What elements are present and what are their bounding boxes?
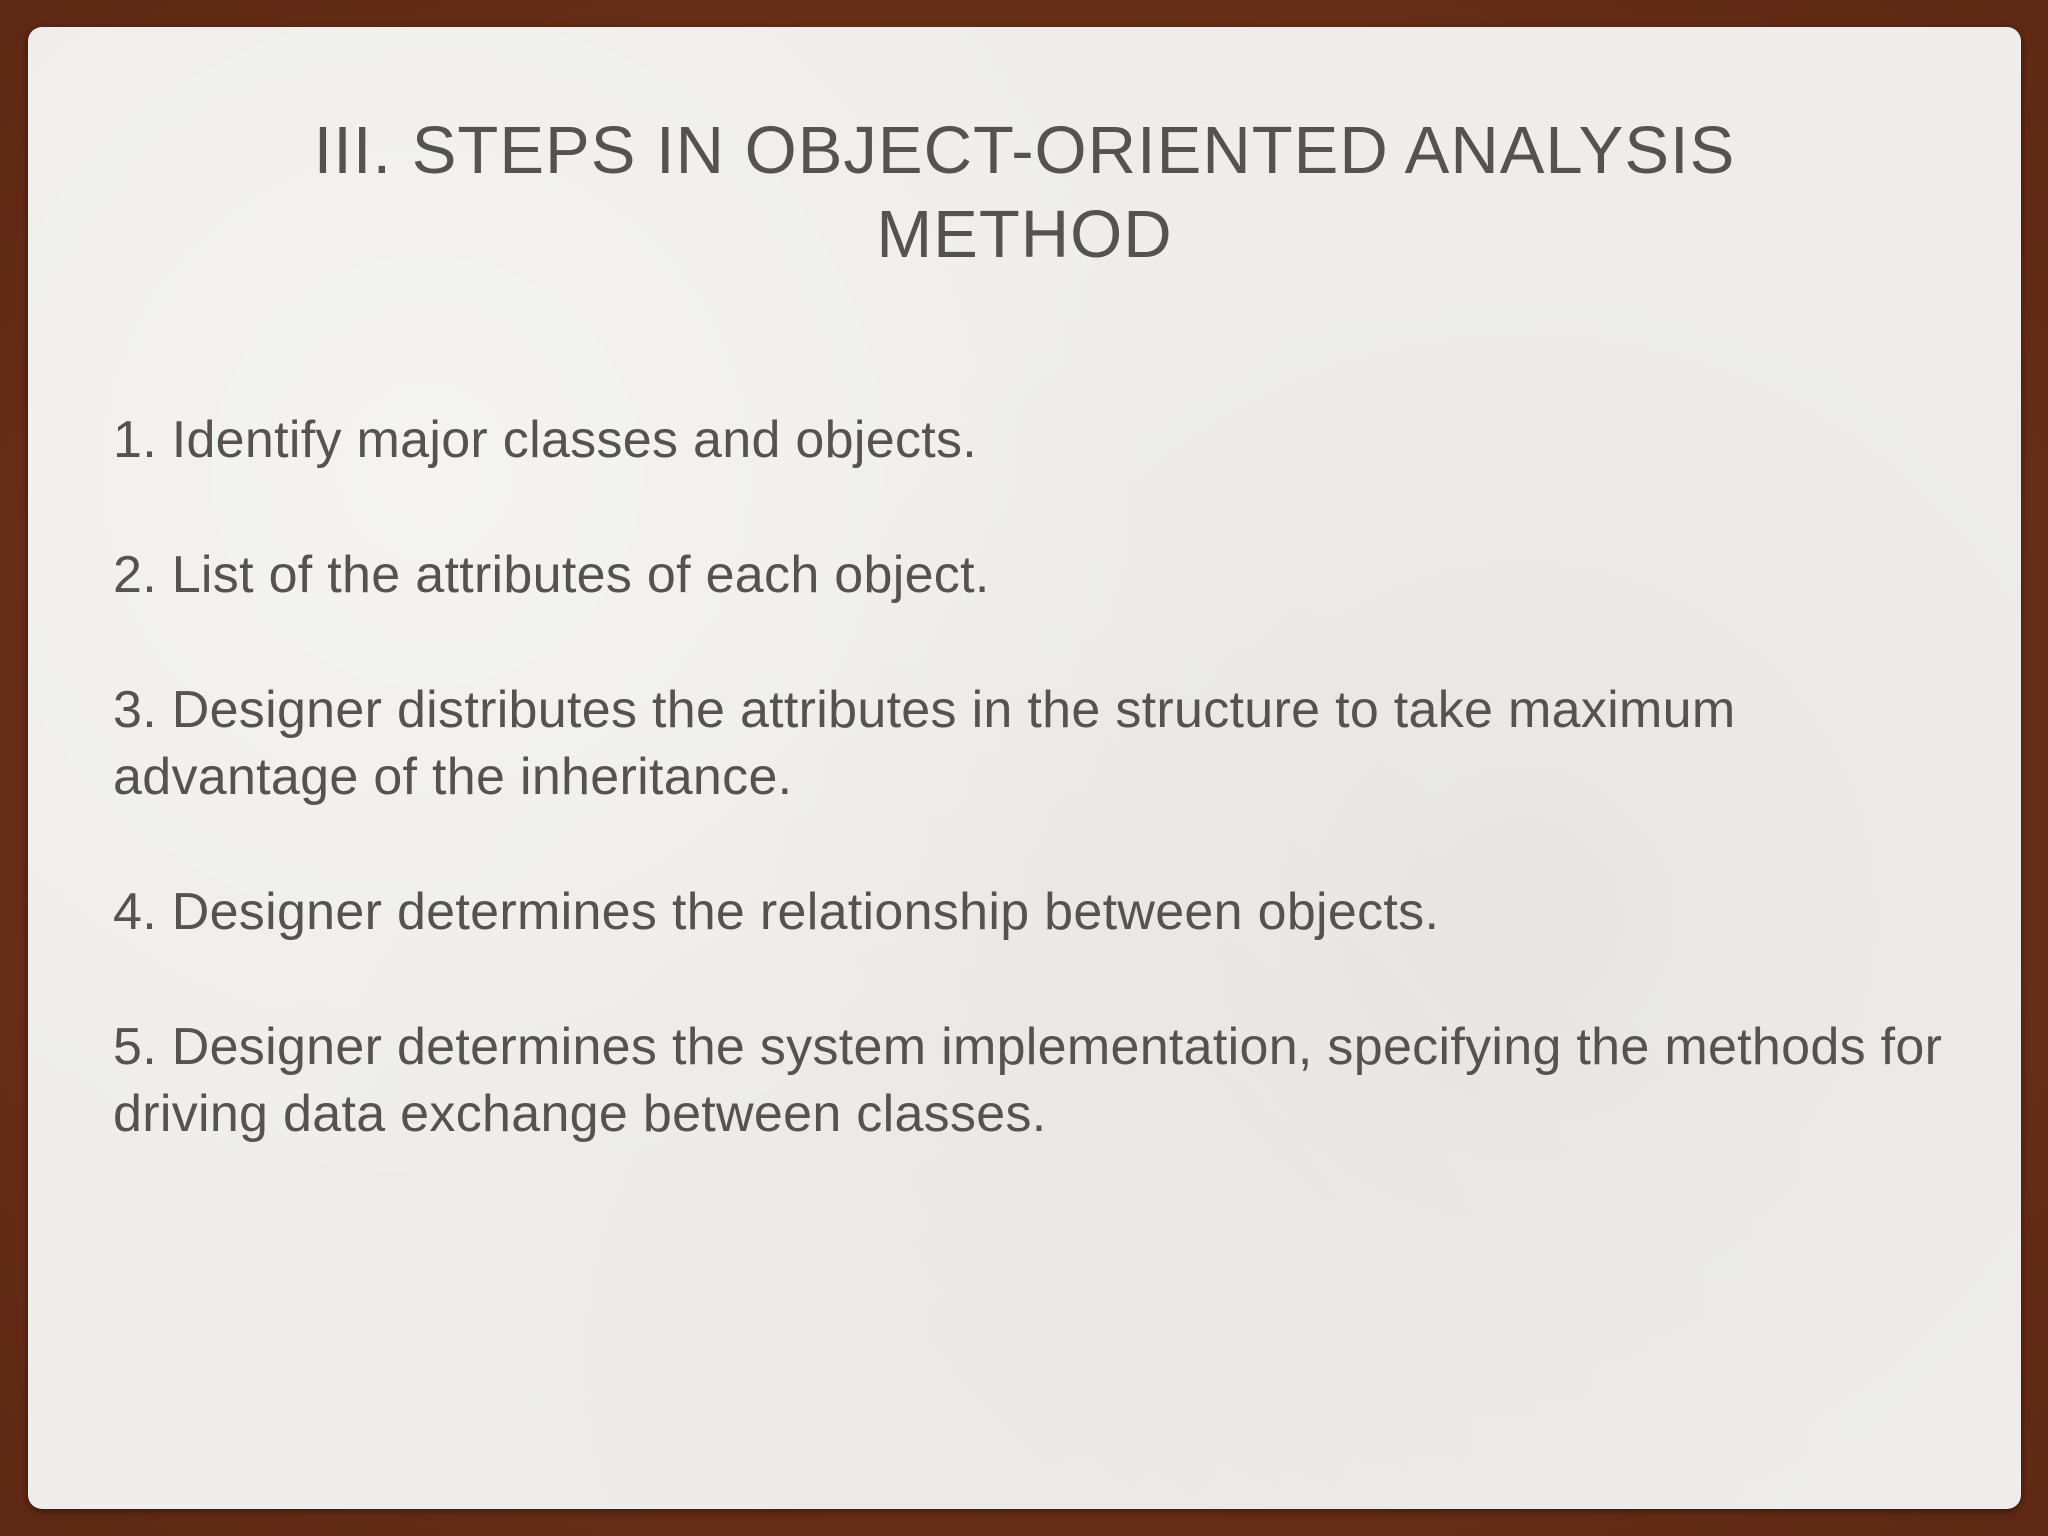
slide-title [28,109,2021,277]
step-item: 5. Designer determines the system implementation, specifying the methods for driving data exchange between classes. [113,1018,1943,1143]
slide [28,27,2021,1509]
steps-list [113,407,1973,1216]
step-item: 2. List of the attributes of each object. [113,546,990,604]
step-item: 1. Identify major classes and objects. [113,411,978,469]
slide-title-line1: III. STEPS IN OBJECT-ORIENTED ANALYSIS [313,113,1736,188]
slide-title-line2: METHOD [876,197,1173,272]
step-item: 3. Designer distributes the attributes in the structure to take maximum advantage of the inheritance. [113,681,1736,806]
step-item: 4. Designer determines the relationship between objects. [113,883,1440,941]
